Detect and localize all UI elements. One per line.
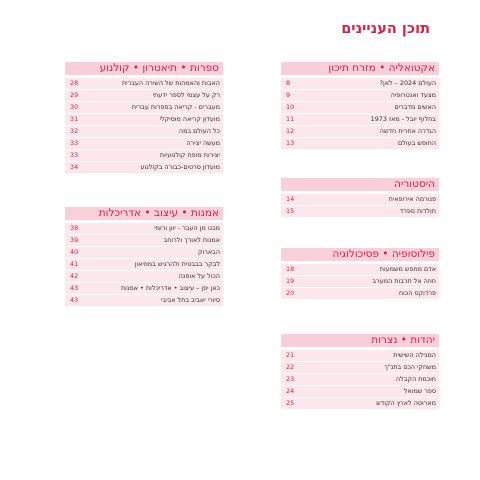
toc-entry <box>65 102 223 113</box>
toc-entry <box>65 223 223 234</box>
toc-entry-title: משחקי הכס בתנ"ך <box>384 362 436 371</box>
toc-entry-title: מעשה יצירה <box>186 138 220 147</box>
toc-entry <box>65 235 223 246</box>
toc-entry <box>281 386 439 397</box>
toc-entry-title: מבט מן העבר - יוון ורומי <box>154 224 220 232</box>
toc-entry-title: הבארוק <box>197 247 220 256</box>
toc-entry <box>65 78 223 89</box>
toc-entry <box>65 114 223 125</box>
toc-entry-title: מועדון סרטים-כבורה בקולנוע <box>140 162 220 171</box>
toc-entry-page: 15 <box>286 206 295 215</box>
toc-entry-title: פרדוקס הכוח <box>398 288 436 297</box>
toc-entry <box>281 78 439 89</box>
section-literature <box>65 62 223 174</box>
toc-entry-title: חוכמת הקבלה <box>395 374 436 383</box>
toc-entry-title: רק על עצמי לספר ידעתי <box>152 90 220 99</box>
toc-entry-page: 31 <box>70 114 79 123</box>
toc-entry <box>281 398 439 409</box>
section-heading: ספרות • תיאטרון • קולנוע <box>65 62 223 75</box>
toc-entry-title: חוזה אל תרבות המערב <box>372 276 436 285</box>
toc-entry-title: מצעד ואנטרופיה <box>390 90 436 99</box>
toc-entry-title: כאן יפן – עיצוב • אדריכלות • אמנות <box>120 283 220 292</box>
toc-entry-page: 25 <box>286 398 295 407</box>
toc-entry <box>281 90 439 101</box>
toc-entry-title: ספר שמואל <box>403 386 436 395</box>
toc-entry-page: 21 <box>286 351 295 359</box>
toc-entry <box>281 194 439 205</box>
toc-entry-title: הגדרה אחרית חדשה <box>379 126 436 135</box>
toc-entry-title: האשים מדברים <box>394 102 436 111</box>
section-heading: היסטוריה <box>281 178 439 191</box>
toc-entry <box>65 138 223 149</box>
toc-entry <box>281 126 439 137</box>
toc-entry-page: 42 <box>70 271 79 280</box>
toc-entry <box>65 150 223 161</box>
toc-entry <box>65 295 223 306</box>
toc-entry-page: 20 <box>286 288 295 297</box>
toc-entry-title: כל העולם במה <box>178 126 220 135</box>
toc-entry-title: האבות והאמהות של השירה העברית <box>121 79 220 87</box>
toc-entry-title: אמנות לאורך ולרוחב <box>163 235 220 244</box>
toc-entry-page: 40 <box>70 247 79 256</box>
section-art <box>65 207 223 307</box>
section-heading: אמנות • עיצוב • אדריכלות <box>65 207 223 220</box>
toc-entry-page: 30 <box>70 102 79 111</box>
section-heading: אקטואליה • מזרח תיכון <box>281 62 439 75</box>
toc-entry-page: 12 <box>286 126 295 135</box>
toc-entry-title: המגילה השישית <box>393 351 436 359</box>
toc-entry <box>281 350 439 361</box>
section-history <box>281 178 439 218</box>
section-items <box>281 350 439 409</box>
section-items <box>281 194 439 217</box>
toc-entry <box>281 374 439 385</box>
page-title: תוכן העניינים <box>341 21 430 37</box>
toc-entry-title: פנורמה אירופאית <box>388 195 436 203</box>
section-items <box>281 264 439 299</box>
section-philosophy <box>281 248 439 300</box>
toc-entry-title: בחלוף יובל - מאז 1973 <box>370 114 436 123</box>
toc-entry <box>65 247 223 258</box>
toc-entry <box>281 206 439 217</box>
toc-entry <box>281 102 439 113</box>
section-items <box>65 223 223 306</box>
toc-entry <box>65 259 223 270</box>
toc-entry-page: 18 <box>286 265 295 273</box>
toc-entry-title: מארוסה לארץ הקודש <box>376 398 436 407</box>
toc-entry-title: אדם מחפש משמעות <box>379 265 436 273</box>
toc-entry-page: 10 <box>286 102 295 111</box>
toc-entry-title: לבקר בבבטית ולהרגיש במוזיאון <box>134 259 220 268</box>
toc-entry <box>65 271 223 282</box>
toc-entry-title: מעברים - קריאה בספרות עברית <box>131 102 220 111</box>
toc-entry-page: 14 <box>286 195 295 203</box>
toc-entry-title: הכול על אופנה <box>178 271 220 280</box>
toc-entry <box>281 362 439 373</box>
toc-entry-title: החופש בעולם <box>398 138 436 147</box>
toc-entry <box>281 288 439 299</box>
toc-entry-page: 22 <box>286 362 295 371</box>
toc-entry <box>65 90 223 101</box>
toc-entry <box>281 276 439 287</box>
toc-entry-page: 33 <box>70 150 79 159</box>
toc-entry-page: 43 <box>70 283 79 292</box>
toc-entry-page: 34 <box>70 162 79 171</box>
toc-entry-page: 8 <box>286 79 291 87</box>
toc-entry-page: 9 <box>286 90 291 99</box>
toc-entry-page: 41 <box>70 259 79 268</box>
toc-entry-page: 19 <box>286 276 295 285</box>
toc-entry-page: 13 <box>286 138 295 147</box>
section-items <box>65 78 223 173</box>
toc-entry <box>281 114 439 125</box>
toc-entry-title: יצירות מופת קולנועיות <box>159 150 220 159</box>
toc-entry <box>65 162 223 173</box>
toc-entry-page: 43 <box>70 295 79 304</box>
toc-entry-title: תולדות ספרד <box>399 206 436 215</box>
toc-entry-page: 38 <box>70 224 79 232</box>
toc-entry-page: 39 <box>70 235 79 244</box>
section-judaism <box>281 334 439 410</box>
toc-entry-title: מועדון קריאה מוסיקלי <box>159 114 220 123</box>
section-items <box>281 78 439 149</box>
section-current-affairs <box>281 62 439 150</box>
toc-entry-page: 32 <box>70 126 79 135</box>
toc-entry <box>281 264 439 275</box>
section-heading: יהדות • נצרות <box>281 334 439 347</box>
toc-entry-page: 23 <box>286 374 295 383</box>
section-heading: פילוסופיה • פסיכולוגיה <box>281 248 439 261</box>
toc-entry-page: 28 <box>70 79 79 87</box>
toc-entry <box>65 126 223 137</box>
toc-entry-page: 33 <box>70 138 79 147</box>
toc-entry-title: העולם 2024 – לאן? <box>379 79 436 87</box>
toc-entry-title: סיורי יאביב בתל אביבי <box>160 295 220 304</box>
toc-entry-page: 24 <box>286 386 295 395</box>
toc-entry <box>281 138 439 149</box>
toc-entry-page: 11 <box>286 114 295 123</box>
toc-entry-page: 29 <box>70 90 79 99</box>
toc-entry <box>65 283 223 294</box>
